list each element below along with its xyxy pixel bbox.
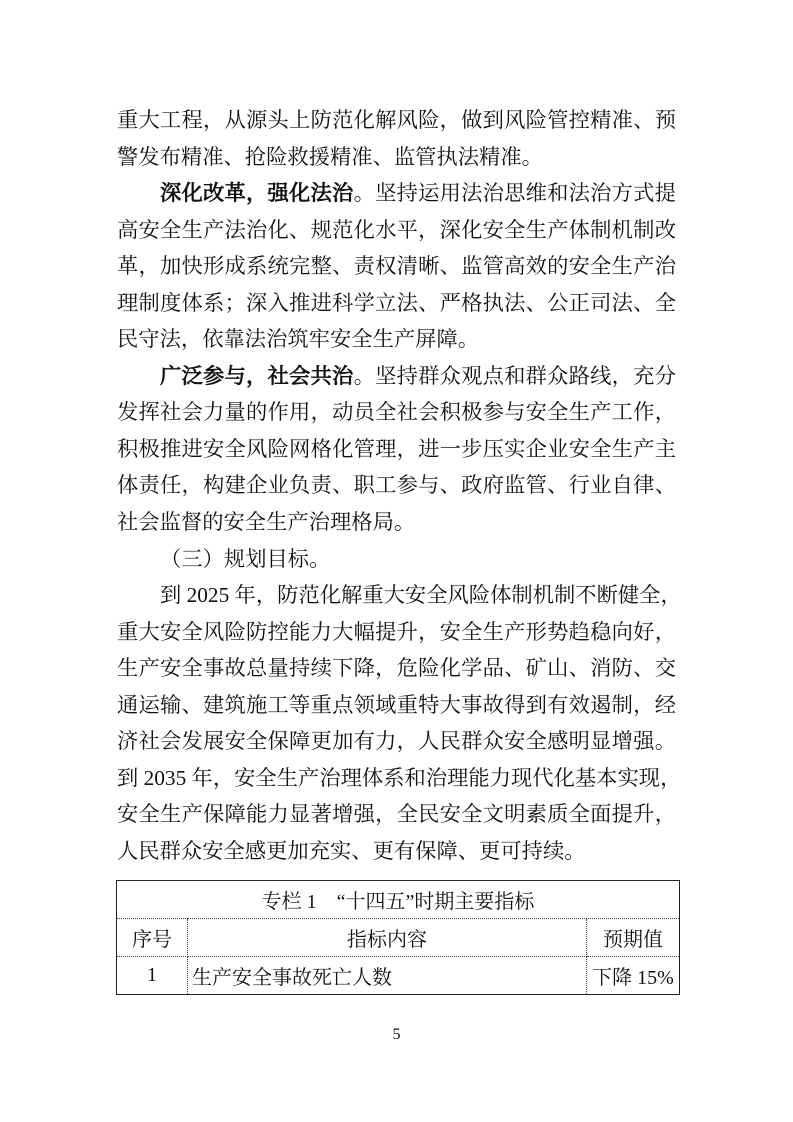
line-text: 社会监督的安全生产治理格局。 bbox=[117, 510, 416, 535]
table-title: 专栏 1 “十四五”时期主要指标 bbox=[117, 881, 680, 919]
text-line bbox=[117, 504, 676, 541]
text-line bbox=[117, 394, 676, 431]
text-line bbox=[117, 321, 676, 358]
line-text: 革，加快形成系统完整、责权清晰、监管高效的安全生产治 bbox=[117, 254, 676, 279]
text-line bbox=[117, 687, 676, 724]
table-title-row bbox=[117, 881, 680, 919]
text-line bbox=[117, 431, 676, 468]
text-line bbox=[117, 796, 676, 833]
text-line bbox=[117, 541, 676, 578]
text-line bbox=[117, 723, 676, 760]
line-text: 济社会发展安全保障更加有力，人民群众安全感明显增强。 bbox=[117, 729, 676, 754]
line-text: 生产安全事故总量持续下降，危险化学品、矿山、消防、交 bbox=[117, 656, 676, 681]
cell-index: 1 bbox=[117, 957, 188, 995]
header-index: 序号 bbox=[117, 919, 188, 957]
line-text: 民守法，依靠法治筑牢安全生产屏障。 bbox=[117, 327, 480, 352]
text-line bbox=[117, 102, 676, 139]
text-line bbox=[117, 139, 676, 176]
line-text: 。坚持群众观点和群众路线，充分 bbox=[353, 363, 676, 388]
line-text: 重大工程，从源头上防范化解风险，做到风险管控精准、预 bbox=[117, 108, 676, 132]
line-text: 通运输、建筑施工等重点领域重特大事故得到有效遏制，经 bbox=[117, 692, 676, 717]
cell-expected: 下降 15% bbox=[587, 957, 680, 995]
text-line bbox=[117, 175, 676, 212]
line-text: 人民群众安全感更加充实、更有保障、更可持续。 bbox=[117, 838, 586, 863]
line-text: 体责任，构建企业负责、职工参与、政府监管、行业自律、 bbox=[117, 473, 676, 498]
indicator-table bbox=[116, 880, 680, 995]
line-text: 理制度体系；深入推进科学立法、严格执法、公正司法、全 bbox=[117, 290, 676, 315]
table-row bbox=[117, 957, 680, 995]
line-text: 重大安全风险防控能力大幅提升，安全生产形势趋稳向好， bbox=[117, 619, 676, 644]
line-text: 。坚持运用法治思维和法治方式提 bbox=[353, 181, 676, 206]
text-line bbox=[117, 212, 676, 249]
line-text: 发挥社会力量的作用，动员全社会积极参与安全生产工作， bbox=[117, 400, 676, 425]
body-text bbox=[117, 102, 682, 869]
line-text: （三）规划目标。 bbox=[160, 546, 331, 571]
line-text: 警发布精准、抢险救援精准、监管执法精准。 bbox=[117, 144, 543, 169]
text-line bbox=[117, 760, 682, 797]
line-text: 到 2025 年，防范化解重大安全风险体制机制不断健全， bbox=[160, 583, 682, 608]
line-text: 到 2035 年，安全生产治理体系和治理能力现代化基本实现， bbox=[117, 765, 682, 790]
text-line bbox=[117, 650, 676, 687]
text-line bbox=[117, 285, 676, 322]
text-line bbox=[117, 833, 676, 870]
line-text: 积极推进安全风险网格化管理，进一步压实企业安全生产主 bbox=[117, 436, 676, 461]
header-expected: 预期值 bbox=[587, 919, 680, 957]
text-line bbox=[117, 248, 676, 285]
text-line bbox=[117, 358, 676, 395]
bold-lead: 深化改革，强化法治 bbox=[160, 181, 354, 206]
cell-content: 生产安全事故死亡人数 bbox=[188, 957, 587, 995]
bold-lead: 广泛参与，社会共治 bbox=[160, 363, 354, 388]
line-text: 安全生产保障能力显著增强，全民安全文明素质全面提升， bbox=[117, 802, 676, 827]
text-line bbox=[117, 577, 682, 614]
text-line bbox=[117, 614, 676, 651]
line-text: 高安全生产法治化、规范化水平，深化安全生产体制机制改 bbox=[117, 217, 676, 242]
header-content: 指标内容 bbox=[188, 919, 587, 957]
page-number: 5 bbox=[392, 1026, 401, 1043]
table-header-row bbox=[117, 919, 680, 957]
text-line bbox=[117, 467, 676, 504]
